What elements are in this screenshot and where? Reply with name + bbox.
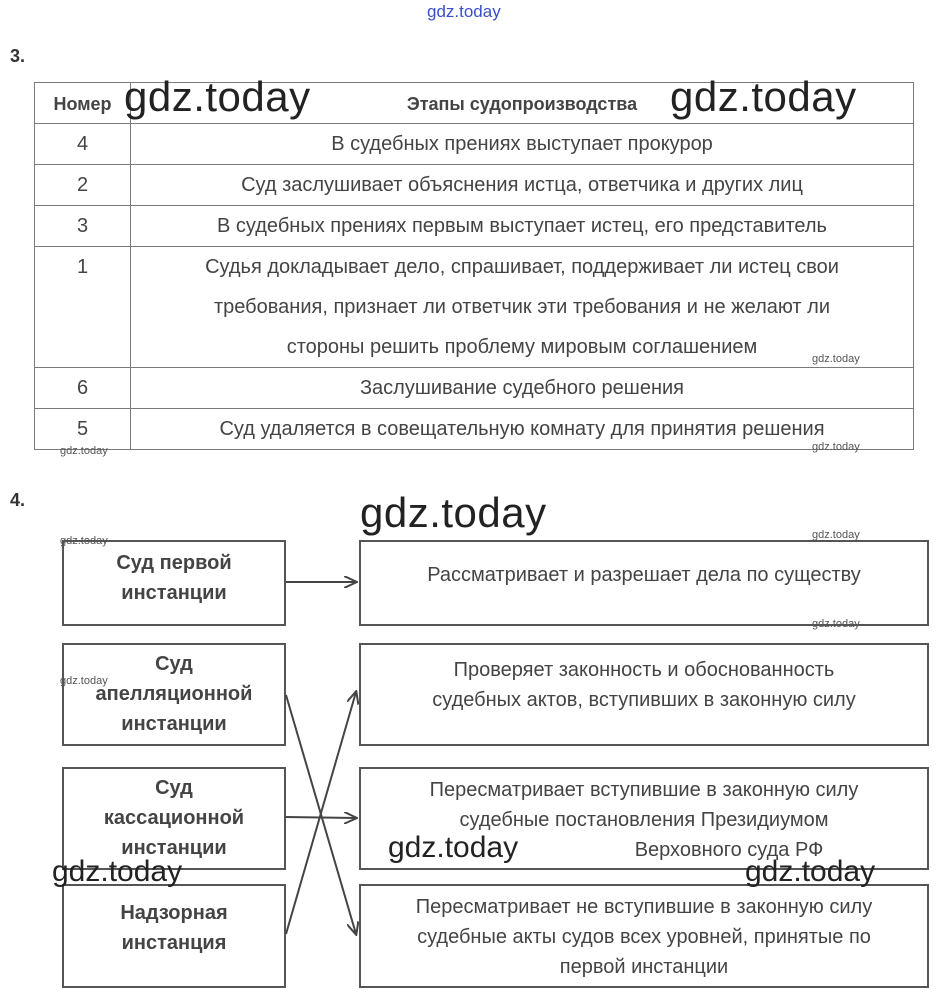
function-text-line: судебные акты судов всех уровней, принятые по	[417, 926, 871, 948]
watermark: gdz.today	[360, 489, 547, 536]
watermark: gdz.today	[60, 445, 108, 457]
court-label-line: кассационной	[103, 807, 245, 829]
court-label-line: Суд	[155, 653, 193, 675]
function-text-line: Верховного суда РФ	[634, 839, 824, 861]
court-label-line: инстанция	[121, 932, 227, 954]
function-text-line: Пересматривает вступившие в законную силу	[429, 779, 859, 801]
row-text: В судебных прениях выступает прокурор	[131, 124, 914, 165]
function-text-line: Проверяет законность и обоснованность	[453, 659, 835, 681]
row-text: Суд заслушивает объяснения истца, ответчика и других лиц	[131, 165, 914, 206]
arrow-cassation-to-legality	[286, 817, 356, 818]
court-label-line: Надзорная	[120, 902, 228, 924]
section-3-number: 3.	[10, 46, 26, 66]
row-text-line: требования, признает ли ответчик эти требования и не желают ли	[214, 296, 830, 318]
row-text: В судебных прениях первым выступает истец, его представитель	[131, 206, 914, 247]
watermark: gdz.today	[52, 855, 183, 888]
court-label-line: Суд первой	[116, 552, 232, 574]
section-4-number: 4.	[10, 490, 26, 510]
row-text-line: стороны решить проблему мировым соглашением	[286, 336, 758, 358]
function-text-line: Рассматривает и разрешает дела по существу	[427, 564, 861, 586]
watermark: gdz.today	[60, 535, 108, 547]
row-number: 1	[35, 247, 131, 368]
header-number: Номер	[35, 83, 131, 124]
row-number: 2	[35, 165, 131, 206]
watermark: gdz.today	[812, 353, 860, 365]
court-label-line: апелляционной	[95, 683, 253, 705]
court-label-line: инстанции	[121, 837, 227, 859]
row-number: 4	[35, 124, 131, 165]
court-label-line: Суд	[155, 777, 193, 799]
row-number: 6	[35, 368, 131, 409]
watermark: gdz.today	[60, 675, 108, 687]
function-text-line: судебных актов, вступивших в законную силу	[432, 689, 856, 711]
court-label-line: инстанции	[121, 713, 227, 735]
row-text: Заслушивание судебного решения	[131, 368, 914, 409]
row-text-line: Судья докладывает дело, спрашивает, поддерживает ли истец свои	[205, 256, 839, 278]
row-number: 5	[35, 409, 131, 450]
row-text: Суд удаляется в совещательную комнату для принятия решения	[131, 409, 914, 450]
header-stages: Этапы судопроизводства	[131, 83, 914, 124]
function-text-line: Пересматривает не вступившие в законную силу	[415, 896, 873, 918]
function-text-line: первой инстанции	[559, 956, 729, 978]
watermark: gdz.today	[670, 73, 857, 120]
court-label-line: инстанции	[121, 582, 227, 604]
watermark: gdz.today	[812, 618, 860, 630]
top-watermark: gdz.today	[427, 2, 501, 21]
row-number: 3	[35, 206, 131, 247]
watermark: gdz.today	[388, 831, 519, 864]
function-text-line: судебные постановления Президиумом	[459, 809, 829, 831]
watermark: gdz.today	[745, 855, 876, 888]
watermark: gdz.today	[812, 441, 860, 453]
watermark: gdz.today	[812, 529, 860, 541]
watermark: gdz.today	[124, 73, 311, 120]
